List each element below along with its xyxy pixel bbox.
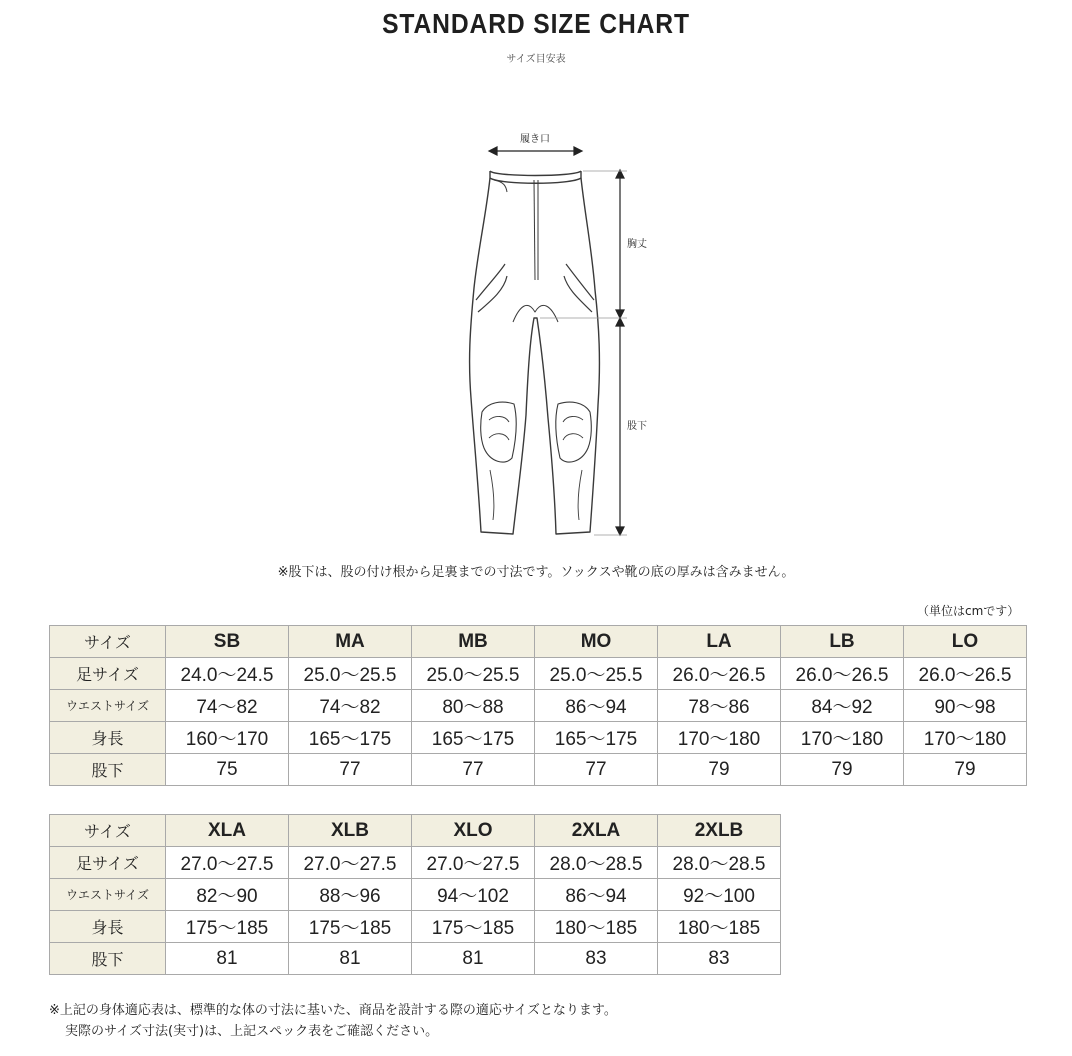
- waist-cell: 74〜82: [166, 690, 289, 722]
- foot-size-cell: 25.0〜25.5: [289, 658, 412, 690]
- waist-cell: 94〜102: [412, 879, 535, 911]
- inseam-cell: 75: [166, 754, 289, 786]
- inseam-cell: 83: [535, 943, 658, 975]
- chest-length-label: 胸丈: [627, 239, 647, 250]
- page-title: STANDARD SIZE CHART: [382, 8, 690, 39]
- waist-cell: 92〜100: [658, 879, 781, 911]
- foot-size-cell: 24.0〜24.5: [166, 658, 289, 690]
- waist-cell: 88〜96: [289, 879, 412, 911]
- size-header: SB: [166, 626, 289, 658]
- foot-size-row: [50, 847, 781, 879]
- size-table-2: [49, 814, 781, 975]
- row-label-waist: ウエストサイズ: [50, 690, 166, 722]
- foot-size-cell: 27.0〜27.5: [289, 847, 412, 879]
- inseam-row: [50, 943, 781, 975]
- height-cell: 170〜180: [781, 722, 904, 754]
- inseam-cell: 83: [658, 943, 781, 975]
- foot-size-cell: 25.0〜25.5: [412, 658, 535, 690]
- inseam-cell: 77: [412, 754, 535, 786]
- height-row: [50, 722, 1027, 754]
- inseam-cell: 77: [289, 754, 412, 786]
- height-cell: 170〜180: [904, 722, 1027, 754]
- height-cell: 180〜185: [535, 911, 658, 943]
- size-header: MB: [412, 626, 535, 658]
- inseam-cell: 81: [166, 943, 289, 975]
- page-subtitle: サイズ目安表: [506, 54, 566, 65]
- row-label-height: 身長: [50, 722, 166, 754]
- inseam-cell: 79: [658, 754, 781, 786]
- waist-cell: 84〜92: [781, 690, 904, 722]
- foot-size-cell: 26.0〜26.5: [781, 658, 904, 690]
- inseam-cell: 79: [904, 754, 1027, 786]
- row-label-foot: 足サイズ: [50, 847, 166, 879]
- opening-label: 履き口: [520, 134, 550, 145]
- size-row: [50, 815, 781, 847]
- size-header: 2XLB: [658, 815, 781, 847]
- foot-size-row: [50, 658, 1027, 690]
- inseam-note: ※股下は、股の付け根から足裏までの寸法です。ソックスや靴の底の厚みは含みません。: [277, 565, 795, 580]
- measurement-lines: [489, 147, 627, 535]
- tights-illustration: [470, 171, 600, 534]
- size-row: [50, 626, 1027, 658]
- foot-size-cell: 26.0〜26.5: [904, 658, 1027, 690]
- waist-cell: 86〜94: [535, 879, 658, 911]
- waist-cell: 86〜94: [535, 690, 658, 722]
- row-label-foot: 足サイズ: [50, 658, 166, 690]
- foot-size-cell: 28.0〜28.5: [535, 847, 658, 879]
- size-header: LB: [781, 626, 904, 658]
- height-row: [50, 911, 781, 943]
- row-label-inseam: 股下: [50, 943, 166, 975]
- size-header: LA: [658, 626, 781, 658]
- foot-size-cell: 27.0〜27.5: [412, 847, 535, 879]
- footer-note-line: ※上記の身体適応表は、標準的な体の寸法に基いた、商品を設計する際の適応サイズとなります。: [49, 1003, 617, 1018]
- height-cell: 170〜180: [658, 722, 781, 754]
- inseam-cell: 77: [535, 754, 658, 786]
- unit-note: （単位はcmです）: [917, 604, 1020, 618]
- size-header: XLB: [289, 815, 412, 847]
- row-label-waist: ウエストサイズ: [50, 879, 166, 911]
- height-cell: 175〜185: [289, 911, 412, 943]
- height-cell: 165〜175: [289, 722, 412, 754]
- waist-cell: 74〜82: [289, 690, 412, 722]
- size-header: 2XLA: [535, 815, 658, 847]
- foot-size-cell: 26.0〜26.5: [658, 658, 781, 690]
- height-cell: 160〜170: [166, 722, 289, 754]
- waist-cell: 90〜98: [904, 690, 1027, 722]
- waist-cell: 82〜90: [166, 879, 289, 911]
- footer-note-line: 実際のサイズ寸法(実寸)は、上記スペック表をご確認ください。: [65, 1024, 439, 1039]
- size-header: XLA: [166, 815, 289, 847]
- inseam-cell: 81: [412, 943, 535, 975]
- size-table-1: [49, 625, 1027, 786]
- height-cell: 165〜175: [412, 722, 535, 754]
- size-header: MO: [535, 626, 658, 658]
- row-label-height: 身長: [50, 911, 166, 943]
- size-header: XLO: [412, 815, 535, 847]
- height-cell: 180〜185: [658, 911, 781, 943]
- waist-cell: 80〜88: [412, 690, 535, 722]
- waist-size-row: [50, 690, 1027, 722]
- row-label-size: サイズ: [50, 815, 166, 847]
- height-cell: 165〜175: [535, 722, 658, 754]
- height-cell: 175〜185: [166, 911, 289, 943]
- size-header: MA: [289, 626, 412, 658]
- height-cell: 175〜185: [412, 911, 535, 943]
- row-label-size: サイズ: [50, 626, 166, 658]
- foot-size-cell: 25.0〜25.5: [535, 658, 658, 690]
- inseam-label: 股下: [627, 421, 647, 432]
- inseam-cell: 81: [289, 943, 412, 975]
- footer-note: [49, 1000, 617, 1042]
- inseam-row: [50, 754, 1027, 786]
- waist-cell: 78〜86: [658, 690, 781, 722]
- inseam-cell: 79: [781, 754, 904, 786]
- waist-size-row: [50, 879, 781, 911]
- size-header: LO: [904, 626, 1027, 658]
- row-label-inseam: 股下: [50, 754, 166, 786]
- foot-size-cell: 28.0〜28.5: [658, 847, 781, 879]
- foot-size-cell: 27.0〜27.5: [166, 847, 289, 879]
